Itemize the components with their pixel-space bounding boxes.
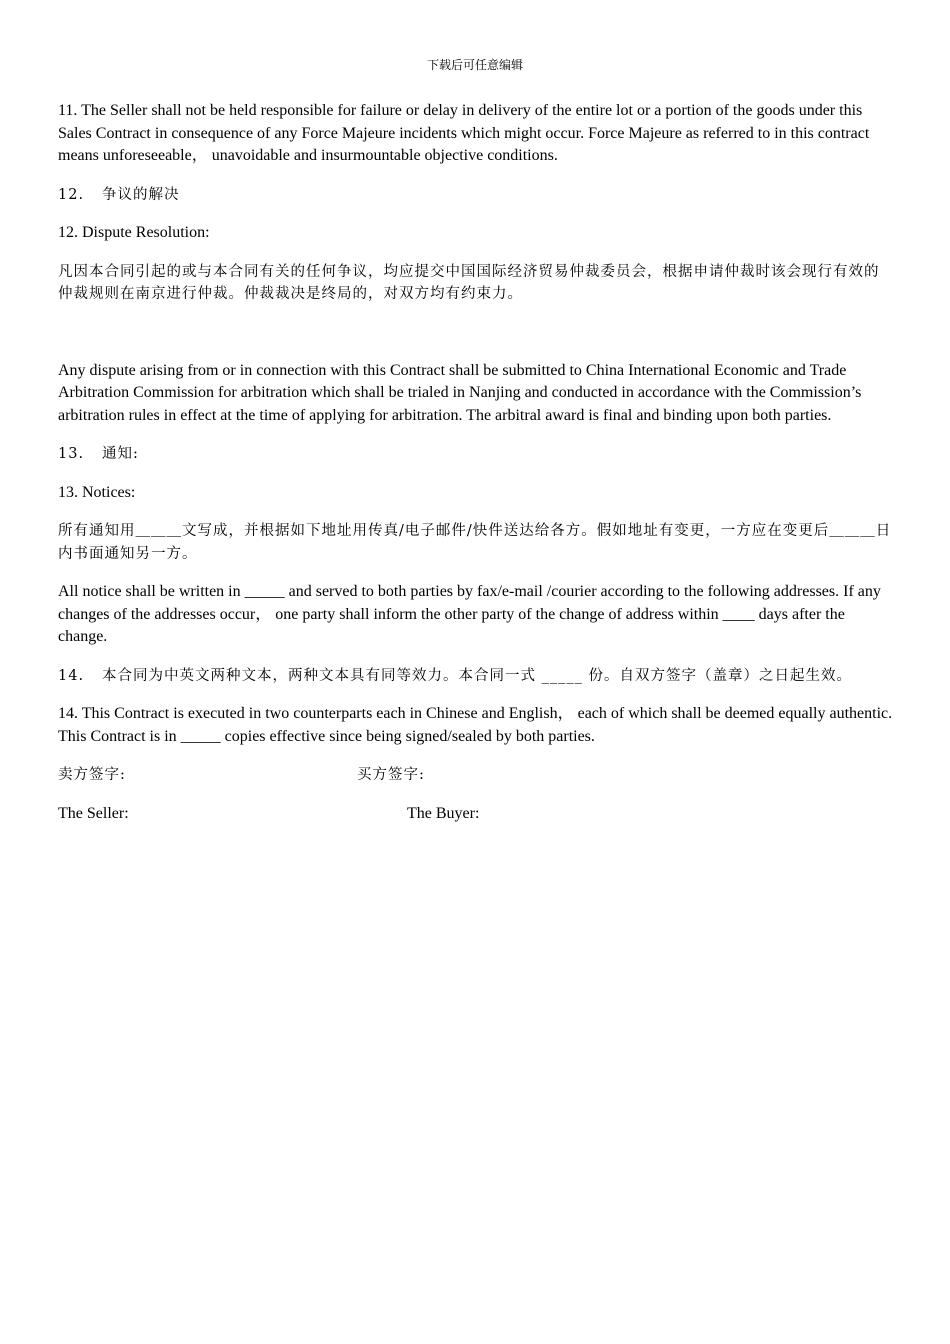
buyer-signature-zh: 买方签字: [357, 767, 425, 783]
clause-13-number: 13. [58, 446, 85, 462]
clause-14-zh-body: 本合同为中英文两种文本，两种文本具有同等效力。本合同一式 _____ 份。自双方签字（盖章）之日起生效。 [102, 667, 852, 684]
clause-14-number: 14. [58, 667, 85, 684]
clause-13-zh-body: 所有通知用＿＿＿文写成，并根据如下地址用传真/电子邮件/快件送达给各方。假如地址有变更，一方应在变更后＿＿＿日内书面通知另一方。 [58, 523, 892, 562]
seller-signature-en: The Seller: [58, 804, 129, 822]
clause-13-zh-title [58, 443, 894, 466]
page-header: 下载后可任意编辑 [426, 58, 523, 72]
clause-12-en-body: Any dispute arising from or in connection with this Contract shall be submitted to China International Economic and Trade Arbitration Commission for arbitration which shall be trialed in Nanjing and conducted in accordance with the Commission’s arbitration rules in effect at the time of applying for arbitration. The arbitral award is final and binding upon both parties. [58, 361, 862, 424]
clause-13-zh-heading: 通知: [102, 446, 139, 462]
clause-12-zh-heading: 争议的解决 [102, 186, 180, 203]
clause-12-zh-body: 凡因本合同引起的或与本合同有关的任何争议，均应提交中国国际经济贸易仲裁委员会，根据申请仲裁时该会现行有效的仲裁规则在南京进行仲裁。仲裁裁决是终局的，对双方均有约束力。 [58, 263, 880, 302]
clause-12-en-title: 12. Dispute Resolution: [58, 224, 210, 241]
clause-12-number: 12. [58, 186, 85, 203]
clause-13-en-body: All notice shall be written in _____ and served to both parties by fax/e-mail /courier according to the following addresses. If any changes of the addresses occur， one party shall inform the other party of the change of address within ____ days after the change. [58, 583, 881, 645]
signature-row-en [58, 803, 894, 826]
buyer-signature-en: The Buyer: [407, 804, 480, 822]
clause-12-zh-title [58, 184, 894, 207]
seller-signature-zh: 卖方签字: [58, 767, 126, 783]
signature-row-zh [58, 764, 894, 787]
clause-13-en-title: 13. Notices: [58, 483, 136, 501]
clause-11-en: 11. The Seller shall not be held responsible for failure or delay in delivery of the entire lot or a portion of the goods under this Sales Contract in consequence of any Force Majeure incidents which might occur. Force Majeure as referred to in this contract means unforeseeable， unavoidable and insurmountable objective conditions. [58, 102, 870, 164]
clause-14-en-body: 14. This Contract is executed in two counterparts each in Chinese and English， each of which shall be deemed equally authentic. This Contract is in _____ copies effective since being signed/sealed by both parties. [58, 705, 893, 745]
clause-14-zh [58, 665, 894, 688]
contract-body [58, 100, 894, 841]
